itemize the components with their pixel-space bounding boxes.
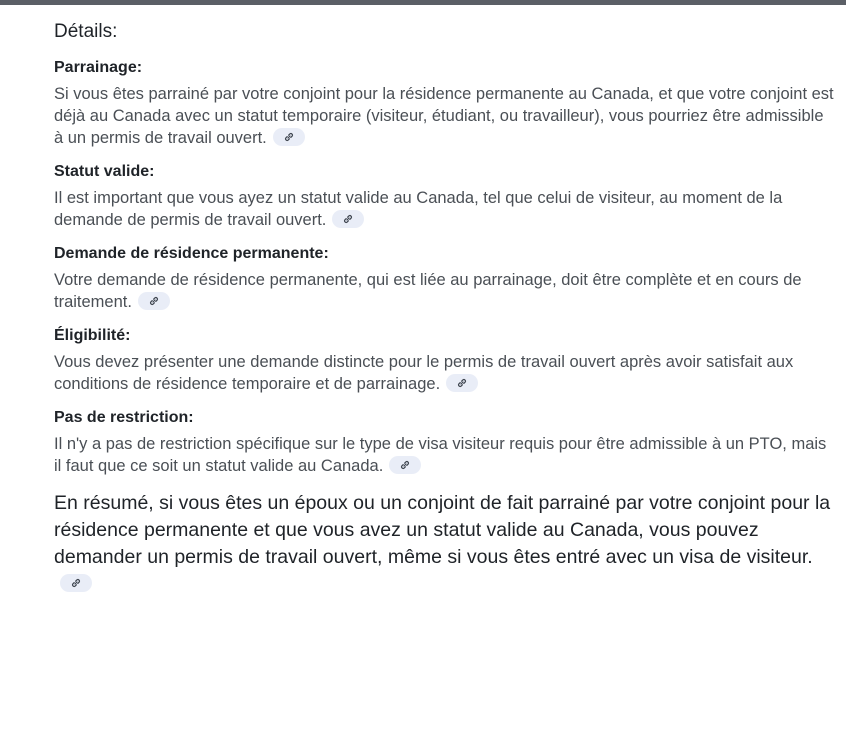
section-title: Parrainage:: [54, 59, 143, 76]
section-text: Votre demande de résidence permanente, qui est liée au parrainage, doit être complète et en cours de traitement.: [54, 271, 802, 311]
citation-link-button[interactable]: [389, 456, 421, 474]
summary-text: En résumé, si vous êtes un époux ou un conjoint de fait parrainé par votre conjoint pour la résidence permanente et que vous avez un statut valide au Canada, vous pouvez demander un permis de travail ouvert, même si vous êtes entré avec un visa de visiteur.: [54, 492, 831, 568]
section-text: Vous devez présenter une demande distincte pour le permis de travail ouvert après avoir satisfait aux conditions de résidence temporaire et de parrainage.: [54, 353, 794, 393]
citation-link-button[interactable]: [60, 574, 92, 592]
section-title: Demande de résidence permanente:: [54, 245, 329, 262]
citation-link-button[interactable]: [273, 128, 305, 146]
section-body: [54, 351, 834, 395]
section-parrainage: [54, 58, 834, 149]
link-icon: [148, 295, 160, 307]
link-icon: [342, 213, 354, 225]
citation-link-button[interactable]: [446, 374, 478, 392]
section-title: Statut valide:: [54, 163, 155, 180]
section-title: Pas de restriction:: [54, 409, 194, 426]
top-divider-bar: [0, 0, 846, 5]
section-body: [54, 187, 834, 231]
citation-link-button[interactable]: [332, 210, 364, 228]
section-statut-valide: [54, 162, 834, 231]
section-text: Il est important que vous ayez un statut valide au Canada, tel que celui de visiteur, au moment de la demande de permis de travail ouvert.: [54, 189, 783, 229]
section-title: Éligibilité:: [54, 327, 131, 344]
section-body: [54, 433, 834, 477]
response-content: [54, 20, 834, 598]
details-heading: Détails:: [54, 21, 118, 42]
section-body: [54, 83, 834, 149]
link-icon: [399, 459, 411, 471]
link-icon: [70, 577, 82, 589]
section-demande-residence: [54, 244, 834, 313]
section-text: Il n'y a pas de restriction spécifique sur le type de visa visiteur requis pour être admissible à un PTO, mais il faut que ce soit un statut valide au Canada.: [54, 435, 827, 475]
link-icon: [456, 377, 468, 389]
summary-paragraph: [54, 490, 834, 598]
section-body: [54, 269, 834, 313]
link-icon: [283, 131, 295, 143]
section-eligibilite: [54, 326, 834, 395]
section-pas-de-restriction: [54, 408, 834, 477]
citation-link-button[interactable]: [138, 292, 170, 310]
section-text: Si vous êtes parrainé par votre conjoint pour la résidence permanente au Canada, et que votre conjoint est déjà au Canada avec un statut temporaire (visiteur, étudiant, ou travailleur), vous pourriez être admissible à un permis de travail ouvert.: [54, 85, 834, 147]
